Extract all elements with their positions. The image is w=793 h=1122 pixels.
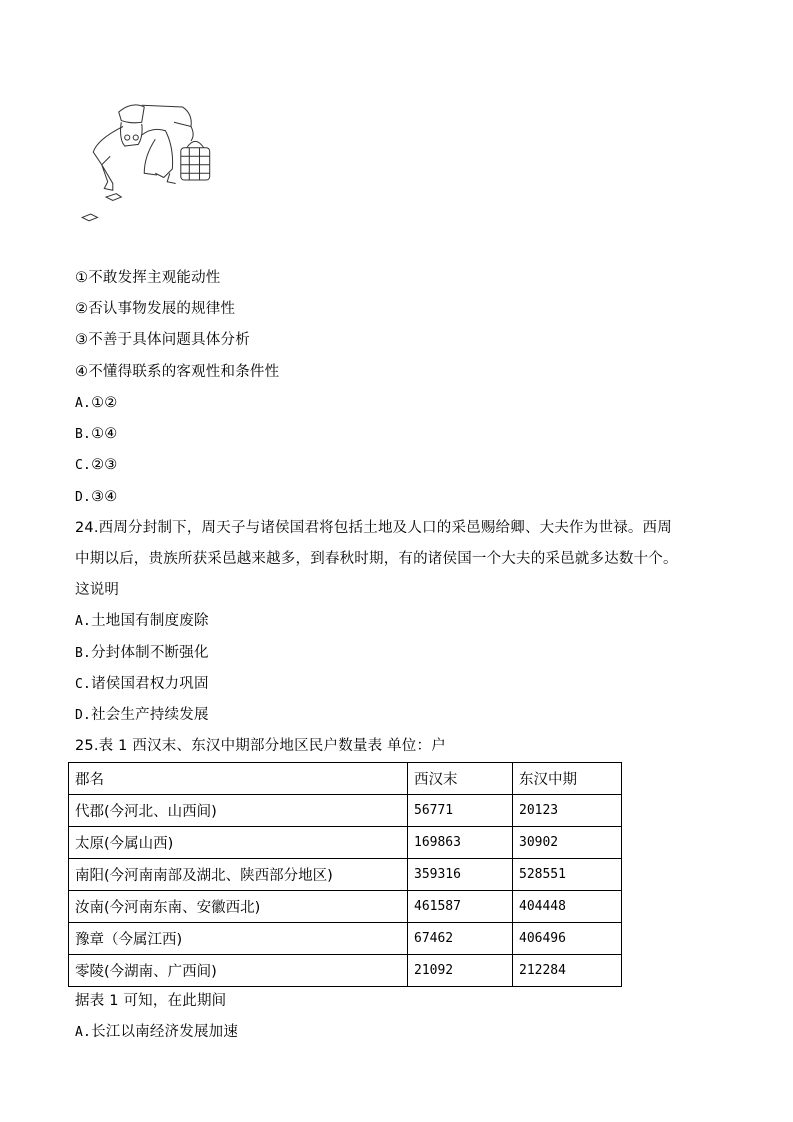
q25-stem: 据表 1 可知，在此期间 — [75, 993, 227, 1009]
option-letter: D. — [75, 708, 92, 723]
option-letter: A. — [75, 396, 92, 411]
table-row — [69, 955, 622, 987]
option-text: 长江以南经济发展加速 — [91, 1024, 239, 1040]
option-text: 社会生产持续发展 — [91, 707, 209, 723]
option-text: 诸侯国君权力巩固 — [91, 676, 209, 692]
option-text: ②③ — [91, 457, 118, 473]
option-letter: C. — [75, 458, 92, 473]
q24-option-c[interactable] — [75, 674, 209, 695]
table-row — [69, 923, 622, 955]
table-row — [69, 795, 622, 827]
table-row — [69, 891, 622, 923]
cell-eastern-han: 406496 — [513, 923, 622, 955]
header-eastern-han: 东汉中期 — [513, 763, 622, 795]
option-letter: A. — [75, 1025, 92, 1040]
illustration-old-man-digging — [72, 84, 242, 254]
option-letter: B. — [75, 427, 92, 442]
statement-1: ①不敢发挥主观能动性 — [75, 270, 221, 286]
statement-3: ③不善于具体问题具体分析 — [75, 332, 250, 348]
table-row — [69, 859, 622, 891]
header-western-han: 西汉末 — [408, 763, 513, 795]
q24-stem-line-2: 中期以后，贵族所获采邑越来越多，到春秋时期，有的诸侯国一个大夫的采邑就多达数十个。 — [75, 551, 678, 567]
option-letter: B. — [75, 646, 92, 661]
option-letter: D. — [75, 490, 92, 505]
q23-option-c[interactable] — [75, 455, 117, 476]
cell-eastern-han: 212284 — [513, 955, 622, 987]
household-table — [68, 762, 622, 987]
cell-western-han: 169863 — [408, 827, 513, 859]
option-text: ①② — [91, 395, 118, 411]
statement-2: ②否认事物发展的规律性 — [75, 301, 236, 317]
q24-option-d[interactable] — [75, 705, 209, 726]
cell-eastern-han: 20123 — [513, 795, 622, 827]
cell-eastern-han: 404448 — [513, 891, 622, 923]
option-text: ③④ — [91, 489, 118, 505]
q25-option-a[interactable] — [75, 1022, 238, 1043]
cell-eastern-han: 30902 — [513, 827, 622, 859]
table-row — [69, 827, 622, 859]
q25-title: 25.表 1 西汉末、东汉中期部分地区民户数量表 单位：户 — [75, 738, 446, 754]
cell-western-han: 461587 — [408, 891, 513, 923]
cell-commandery: 代郡(今河北、山西间) — [69, 795, 408, 827]
q23-option-b[interactable] — [75, 424, 117, 445]
q23-option-d[interactable] — [75, 487, 117, 508]
cell-western-han: 67462 — [408, 923, 513, 955]
option-text: ①④ — [91, 426, 118, 442]
cell-commandery: 零陵(今湖南、广西间) — [69, 955, 408, 987]
table-header-row — [69, 763, 622, 795]
option-text: 土地国有制度废除 — [91, 613, 209, 629]
option-letter: A. — [75, 614, 92, 629]
q24-option-a[interactable] — [75, 611, 209, 632]
q24-option-b[interactable] — [75, 643, 209, 664]
cell-western-han: 21092 — [408, 955, 513, 987]
q24-stem-line-1: 24.西周分封制下，周天子与诸侯国君将包括土地及人口的采邑赐给卿、大夫作为世禄。西周 — [75, 520, 672, 536]
header-commandery: 郡名 — [69, 763, 408, 795]
option-text: 分封体制不断强化 — [91, 645, 209, 661]
option-letter: C. — [75, 677, 92, 692]
q23-option-a[interactable] — [75, 393, 117, 414]
cell-eastern-han: 528551 — [513, 859, 622, 891]
q24-stem-line-3: 这说明 — [75, 582, 120, 598]
cell-commandery: 豫章（今属江西) — [69, 923, 408, 955]
cell-western-han: 359316 — [408, 859, 513, 891]
cell-commandery: 太原(今属山西) — [69, 827, 408, 859]
cell-commandery: 汝南(今河南东南、安徽西北) — [69, 891, 408, 923]
cell-commandery: 南阳(今河南南部及湖北、陕西部分地区) — [69, 859, 408, 891]
cell-western-han: 56771 — [408, 795, 513, 827]
statement-4: ④不懂得联系的客观性和条件性 — [75, 364, 280, 380]
